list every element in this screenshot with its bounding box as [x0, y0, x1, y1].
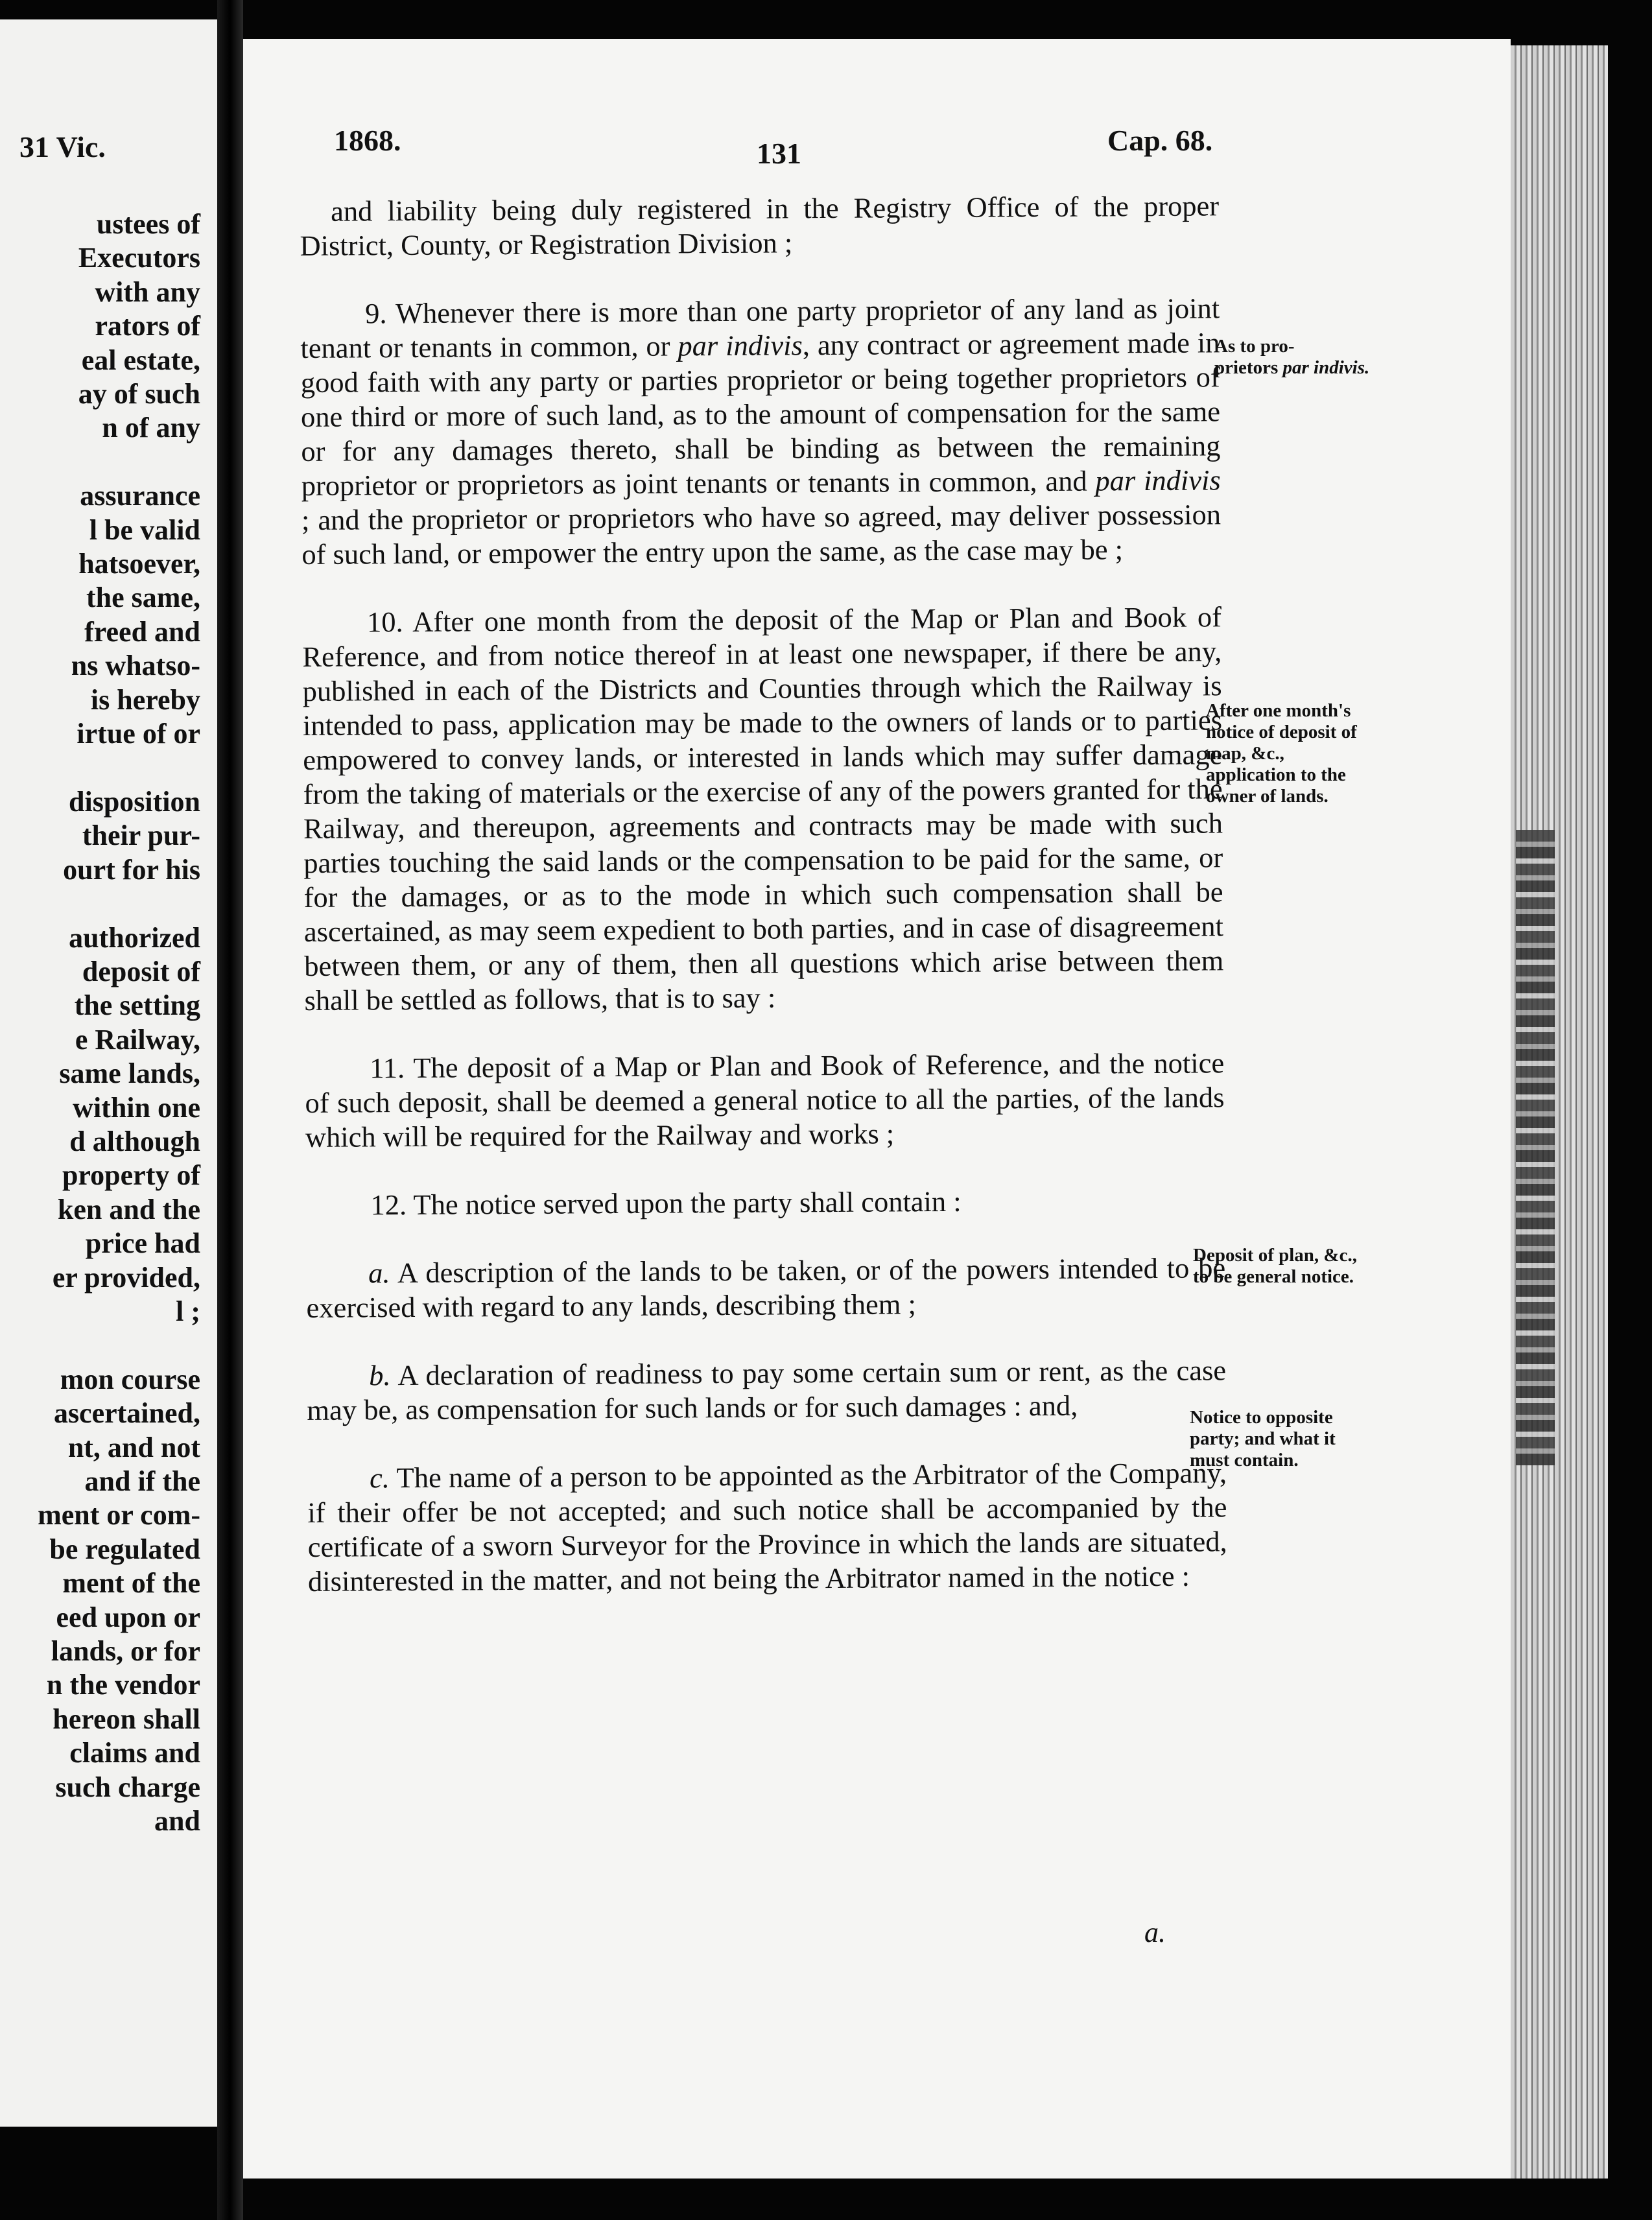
book-gutter — [217, 0, 243, 2220]
left-page-line: eal estate, — [81, 344, 200, 376]
section-10: 10. After one month from the deposit of the Map or Plan and Book of Reference, and from notice thereof in at least one newspaper, if there be any, published in each of the Districts and Counties through which the Railway is intended to pass, application may be made to the owners of lands or to parties empowered to convey lands, or interested in lands which may suffer damage from the taking of materials or the exercise of any of the powers granted for the Railway, and thereupon, agreements and contracts may be made with such parties touching the said lands or the compensation to be paid for the same, or for the damages, or as to the mode in which such compensation shall be ascertained, as may seem expedient to both parties, and in case of disagreement between them, or any of them, then all questions which arise between them shall be settled as follows, that is to say : — [302, 600, 1224, 1017]
left-page-line: hatsoever, — [78, 548, 200, 580]
left-page-line: such charge — [55, 1771, 200, 1803]
section-9: 9. Whenever there is more than one party proprietor of any land as joint tenant or tenants in common, or par indivis, any contract or agreement made in good faith with any party or parties proprietor or being together proprietors of one third or more of such land, as to the amount of compensation for the same or for any damages thereto, shall be binding as between the remaining proprietor or proprietors as joint tenants or tenants in common, and par indivis ; and the proprietor or proprietors who have so agreed, may deliver possession of such land, or empower the entry upon the same, as the case may be ; — [300, 292, 1221, 571]
chapter-number: Cap. 68. — [1107, 124, 1213, 157]
left-page-line: and — [154, 1805, 200, 1837]
left-page-line: ourt for his — [63, 853, 200, 886]
page-number: 131 — [757, 137, 801, 170]
subsection-b: b. A declaration of readiness to pay some certain sum or rent, as the case may be, as compensation for such lands or for such damages : and, — [307, 1354, 1227, 1426]
left-page-line: claims and — [69, 1737, 200, 1769]
left-page-line: disposition — [69, 785, 200, 818]
left-page-line: lands, or for — [51, 1635, 200, 1668]
left-page-line: n the vendor — [46, 1669, 200, 1701]
margin-note-section-10: After one month's notice of deposit of map, &c., application to the owner of lands. — [1206, 700, 1357, 807]
left-page-line — [38, 445, 200, 479]
left-page-line: ns whatso- — [71, 650, 200, 682]
left-page-line: ascertained, — [53, 1397, 200, 1430]
spine-label — [1516, 830, 1555, 1465]
left-page-line: property of — [62, 1159, 200, 1192]
left-page-text — [38, 207, 200, 1839]
margin-note-section-12: Notice to opposite party; and what it must contain. — [1190, 1407, 1336, 1470]
margin-note-section-11: Deposit of plan, &c., to be general notice. — [1193, 1245, 1357, 1287]
left-page-line: the setting — [74, 989, 200, 1022]
left-page-line: eed upon or — [56, 1601, 200, 1633]
left-page-line: e Railway, — [75, 1023, 200, 1056]
left-page-line: ment or com- — [38, 1499, 200, 1531]
left-page-line: ay of such — [78, 378, 200, 410]
left-page-line: with any — [95, 276, 200, 308]
left-page-line: d although — [69, 1125, 200, 1157]
left-page-line: authorized — [69, 921, 200, 954]
left-facing-page — [0, 19, 217, 2127]
statute-text — [300, 189, 1227, 1599]
left-page-line: is hereby — [90, 683, 200, 716]
left-page-line: mon course — [60, 1363, 200, 1395]
left-page-line: nt, and not — [67, 1431, 200, 1463]
section-12: 12. The notice served upon the party shall contain : — [370, 1185, 962, 1222]
left-page-line: freed and — [84, 615, 200, 648]
subsection-c: c. The name of a person to be appointed as the Arbitrator of the Company, if their offer be not accepted; and such notice shall be accompanied by the certificate of a sworn Surveyor for the Province in which the lands are situated, disinterested in the matter, and not being the Arbitrator named in the notice : — [307, 1456, 1227, 1598]
subsection-a: a. A description of the lands to be taken, or of the powers intended to be exercised with regard to any lands, describing them ; — [306, 1251, 1226, 1324]
left-page-line: hereon shall — [53, 1703, 200, 1735]
catchword: a. — [1144, 1917, 1166, 1948]
left-page-line: rators of — [95, 310, 200, 342]
left-page-line: l ; — [176, 1295, 200, 1327]
left-page-line — [38, 887, 200, 921]
left-page-line: n of any — [102, 412, 200, 444]
left-page-line: be regulated — [49, 1533, 200, 1565]
left-page-line: assurance — [80, 480, 200, 512]
margin-note-section-9: As to pro- prietors par indivis. — [1214, 336, 1370, 378]
left-page-line: the same, — [86, 582, 200, 614]
left-page-line — [38, 751, 200, 785]
left-page-line: within one — [73, 1091, 200, 1124]
left-page-line: Executors — [78, 242, 200, 274]
left-page-header: 31 Vic. — [19, 130, 106, 163]
left-page-line: er provided, — [52, 1261, 200, 1293]
left-page-line: price had — [85, 1227, 200, 1260]
left-page-line: ustees of — [96, 208, 200, 240]
left-page-line: and if the — [84, 1465, 200, 1498]
left-page-line: ken and the — [57, 1193, 200, 1225]
section-11: 11. The deposit of a Map or Plan and Book of Reference, and the notice of such deposit, shall be deemed a general notice to all the parties, of the lands which will be required for the Railway and works ; — [305, 1046, 1225, 1153]
header-year: 1868. — [334, 124, 401, 157]
left-page-line — [38, 1328, 200, 1362]
left-page-line: l be valid — [89, 514, 200, 546]
left-page-line: ment of the — [62, 1567, 200, 1600]
left-page-line: their pur- — [82, 820, 200, 852]
left-page-line: irtue of or — [77, 718, 200, 750]
left-page-line: same lands, — [59, 1057, 200, 1090]
left-page-line: deposit of — [82, 955, 200, 987]
paragraph-continuation: and liability being duly registered in the Registry Office of the proper District, County, or Registration Division ; — [300, 189, 1220, 262]
